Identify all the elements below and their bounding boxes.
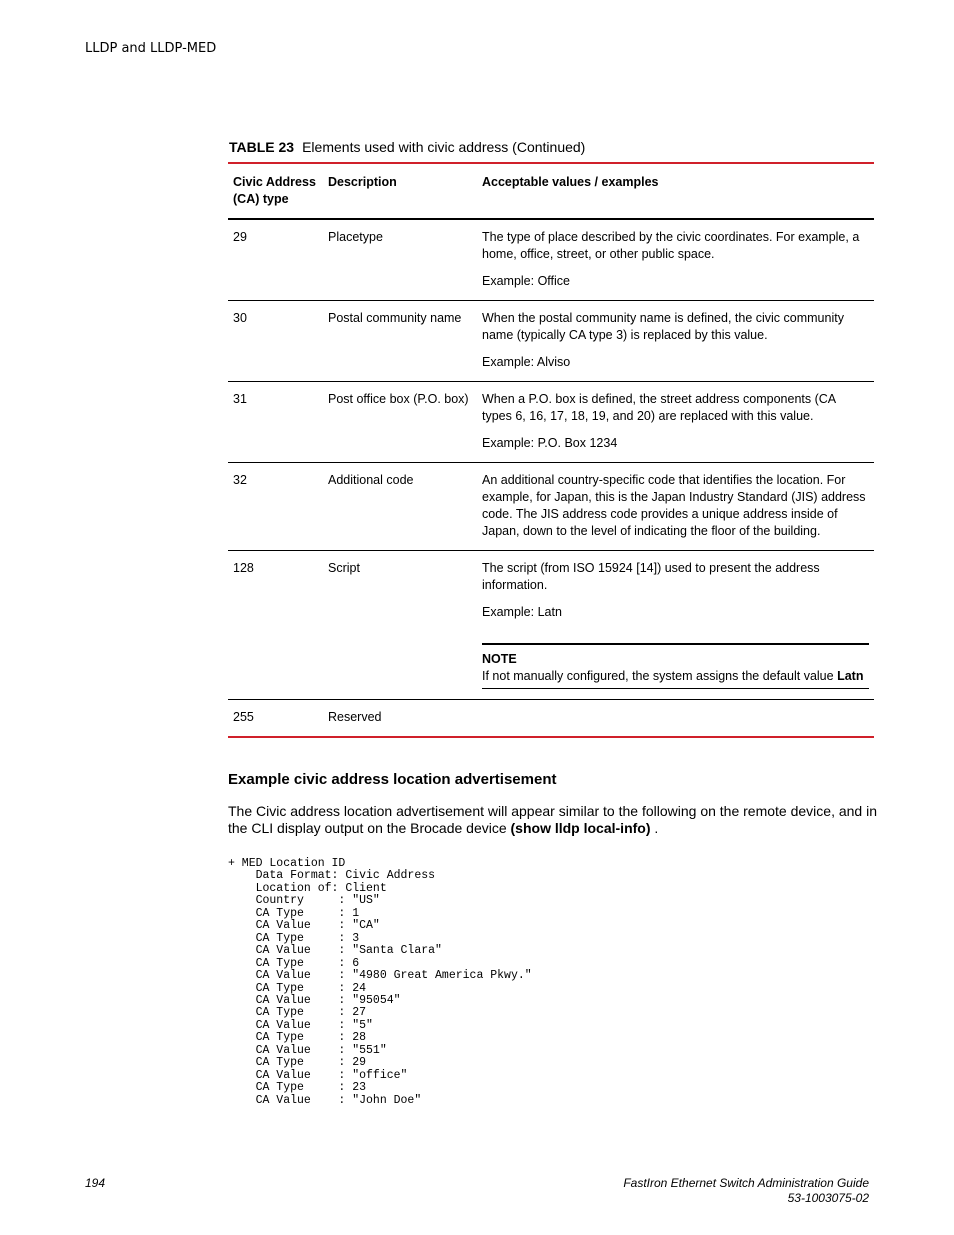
ca-type-cell: 32	[233, 473, 247, 487]
description-cell: Postal community name	[328, 311, 462, 325]
ca-type-cell: 31	[233, 392, 247, 406]
note-text	[482, 668, 869, 685]
values-text: The type of place described by the civic coordinates. For example, a home, office, street, or other public space.	[482, 230, 860, 261]
cli-command: (show lldp local-info)	[510, 820, 651, 836]
values-cell	[477, 310, 874, 371]
table-row	[228, 551, 874, 700]
doc-number: 53-1003075-02	[787, 1191, 869, 1205]
values-text: An additional country-specific code that identifies the location. For example, for Japan, this is the Japan Industry Standard (JIS) address code. The JIS address code provides a unique address inside of Japan, down to the level of indicating the floor of the building.	[482, 473, 866, 538]
values-text: When a P.O. box is defined, the street address components (CA types 6, 16, 17, 18, 19, and 20) are replaced with this value.	[482, 392, 836, 423]
table-row	[228, 463, 874, 551]
table-row	[228, 220, 874, 301]
values-example: Example: Alviso	[482, 355, 571, 369]
description-cell: Placetype	[328, 230, 383, 244]
values-example: Example: Latn	[482, 605, 562, 619]
table-row	[228, 301, 874, 382]
column-header-description: Description	[328, 175, 397, 189]
running-header: LLDP and LLDP-MED	[85, 41, 217, 56]
ca-type-cell: 128	[233, 561, 254, 575]
column-header-values: Acceptable values / examples	[482, 175, 659, 189]
values-cell	[477, 391, 874, 452]
section-heading: Example civic address location advertisement	[228, 771, 557, 788]
ca-type-cell: 255	[233, 710, 254, 724]
description-cell: Reserved	[328, 710, 382, 724]
column-header-ca-type: Civic Address (CA) type	[233, 175, 316, 206]
section-paragraph	[228, 803, 878, 837]
table-caption	[229, 139, 585, 155]
civic-address-table	[228, 162, 874, 738]
values-cell	[477, 709, 874, 726]
table-number: TABLE 23	[229, 139, 295, 155]
cli-output-code: + MED Location ID Data Format: Civic Address Location of: Client Country : "US" CA Type : 1 CA Value : "CA" CA Type : 3 CA Value : "Santa Clara" CA Type : 6 CA Value : "4980 Great America Pkwy." CA Type : 24 CA Value : "95054" CA Type : 27 CA Value : "5" CA Type : 28 CA Value : "551" CA Type : 29 CA Value : "office" CA Type : 23 CA Value : "John Doe"	[228, 857, 532, 1107]
table-header-row	[228, 164, 874, 220]
note-body: If not manually configured, the system assigns the default value	[482, 669, 838, 683]
values-cell	[477, 560, 874, 689]
table-title: Elements used with civic address (Continued)	[302, 139, 586, 155]
note-title: NOTE	[482, 652, 517, 666]
page-number: 194	[85, 1176, 106, 1190]
values-example: Example: P.O. Box 1234	[482, 436, 618, 450]
values-example: Example: Office	[482, 274, 571, 288]
ca-type-cell: 29	[233, 230, 247, 244]
values-cell	[477, 472, 874, 540]
note-default-value: Latn	[837, 669, 864, 683]
description-cell: Script	[328, 561, 360, 575]
description-cell: Post office box (P.O. box)	[328, 392, 469, 406]
values-cell	[477, 229, 874, 290]
guide-title: FastIron Ethernet Switch Administration Guide	[623, 1176, 869, 1190]
table-row	[228, 700, 874, 736]
note-box	[482, 643, 869, 689]
paragraph-text: The Civic address location advertisement will appear similar to the following on the remote device, and in the CLI display output on the Brocade device	[228, 803, 877, 836]
table-row	[228, 382, 874, 463]
values-text: When the postal community name is defined, the civic community name (typically CA type 3) is replaced by this value.	[482, 311, 844, 342]
ca-type-cell: 30	[233, 311, 247, 325]
paragraph-end: .	[650, 820, 659, 836]
footer-doc-info	[623, 1176, 869, 1206]
values-text: The script (from ISO 15924 [14]) used to present the address information.	[482, 561, 820, 592]
description-cell: Additional code	[328, 473, 414, 487]
